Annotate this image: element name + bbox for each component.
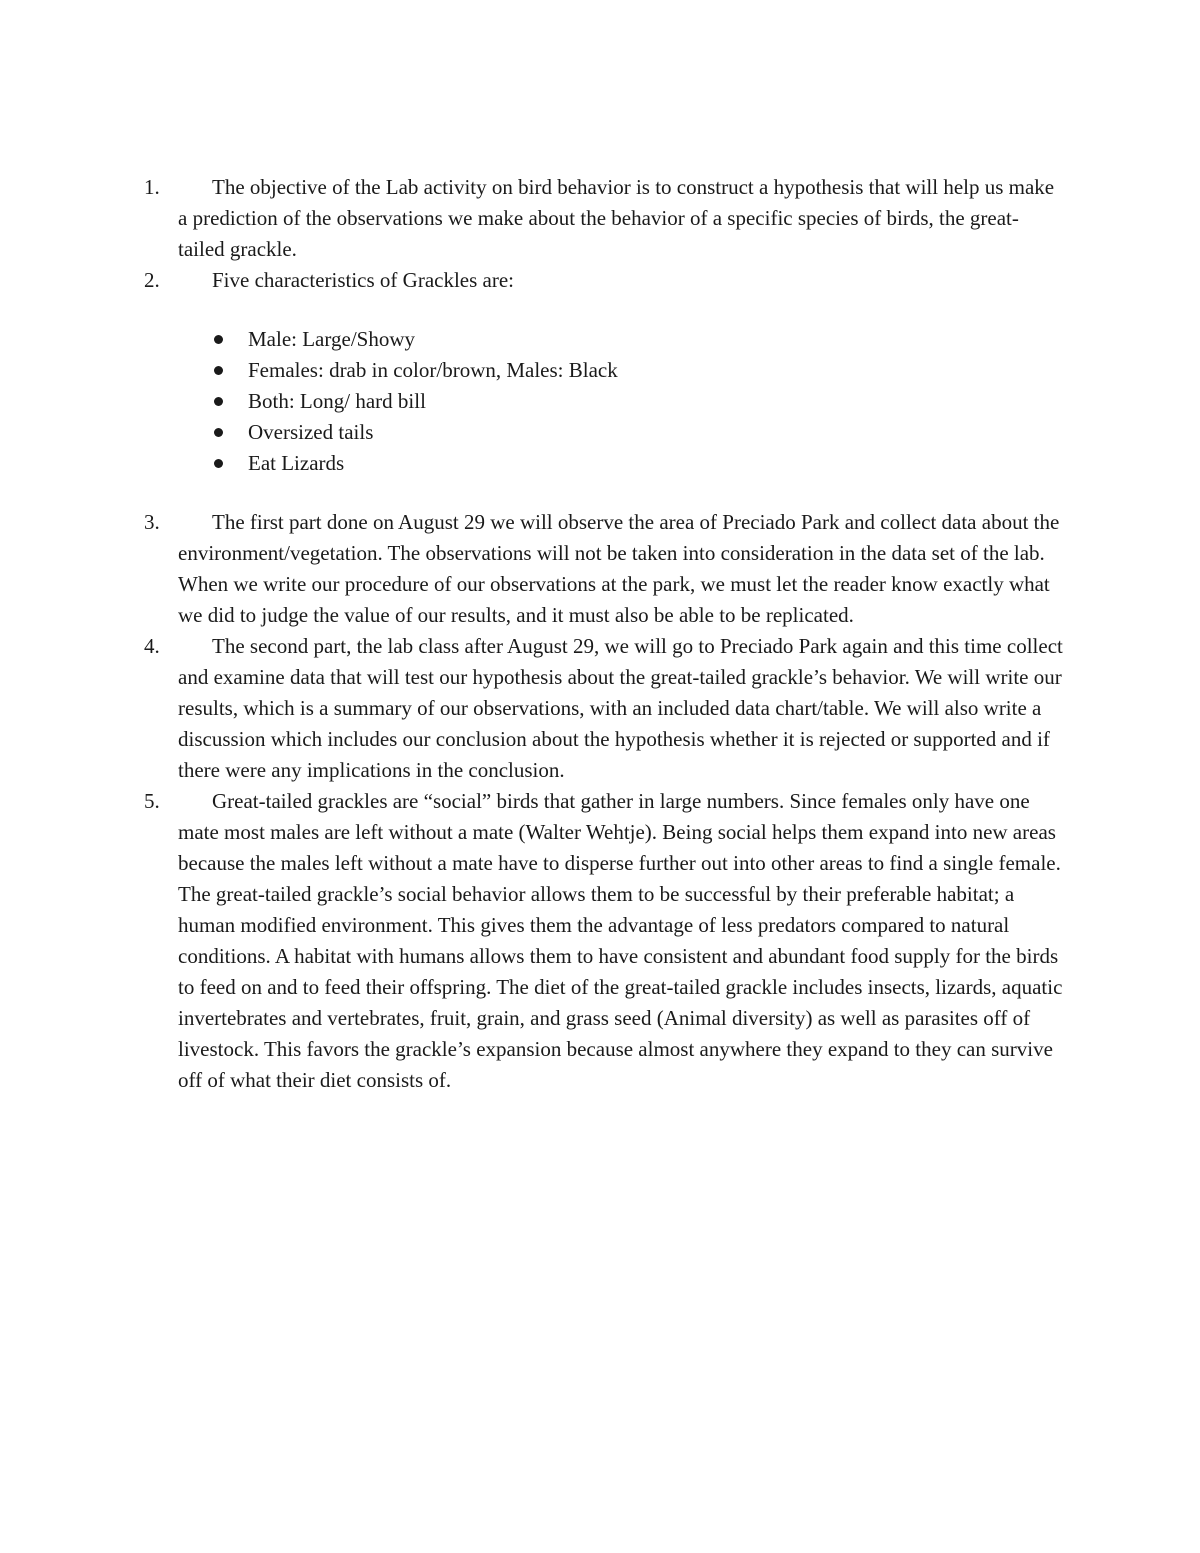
item-text: The second part, the lab class after August 29, we will go to Preciado Park again and this time collect and examine data that will test our hypothesis about the great-tailed grackle’s behavior. We will write our results, which is a summary of our observations, with an included data chart/table. We will also write a discussion which includes our conclusion about the hypothesis whether it is rejected or supported and if there were any implications in the conclusion. [178,634,1063,782]
bullet-dot-icon [214,366,223,375]
item-number: 1. [144,175,160,199]
list-item-4 [144,631,1064,786]
bullet-dot-icon [214,459,223,468]
bullet-text: Both: Long/ hard bill [248,389,426,413]
bullet-text: Male: Large/Showy [248,327,415,351]
list-item-5 [144,786,1064,1096]
item-text: The objective of the Lab activity on bird behavior is to construct a hypothesis that will help us make a prediction of the observations we make about the behavior of a specific species of birds, the great-tailed grackle. [178,175,1055,261]
bullet-dot-icon [214,397,223,406]
list-item-2 [144,265,1064,296]
item-number: 5. [144,789,160,813]
list-item-1 [144,172,1064,265]
bullet-item [144,386,1064,417]
bullet-text: Oversized tails [248,420,374,444]
item-number: 4. [144,634,160,658]
bullet-item [144,448,1064,479]
bullet-item [144,324,1064,355]
item-text: Great-tailed grackles are “social” birds that gather in large numbers. Since females only have one mate most males are left without a mate (Walter Wehtje). Being social helps them expand into new areas because the males left without a mate have to disperse further out into other areas to find a single female. The great-tailed grackle’s social behavior allows them to be successful by their preferable habitat; a human modified environment. This gives them the advantage of less predators compared to natural conditions. A habitat with humans allows them to have consistent and abundant food supply for the birds to feed on and to feed their offspring. The diet of the great-tailed grackle includes insects, lizards, aquatic invertebrates and vertebrates, fruit, grain, and grass seed (Animal diversity) as well as parasites off of livestock. This favors the grackle’s expansion because almost anywhere they expand to they can survive off of what their diet consists of. [178,789,1063,1092]
bullet-text: Females: drab in color/brown, Males: Black [248,358,618,382]
item-number: 3. [144,510,160,534]
document-body [144,172,1064,1096]
list-item-3 [144,507,1064,631]
bullet-dot-icon [214,428,223,437]
item-number: 2. [144,268,160,292]
characteristics-list [144,324,1064,479]
item-text: The first part done on August 29 we will observe the area of Preciado Park and collect data about the environment/vegetation. The observations will not be taken into consideration in the data set of the lab. When we write our procedure of our observations at the park, we must let the reader know exactly what we did to judge the value of our results, and it must also be able to be replicated. [178,510,1060,627]
item-text: Five characteristics of Grackles are: [212,268,515,292]
bullet-dot-icon [214,335,223,344]
bullet-item [144,417,1064,448]
bullet-item [144,355,1064,386]
bullet-text: Eat Lizards [248,451,345,475]
